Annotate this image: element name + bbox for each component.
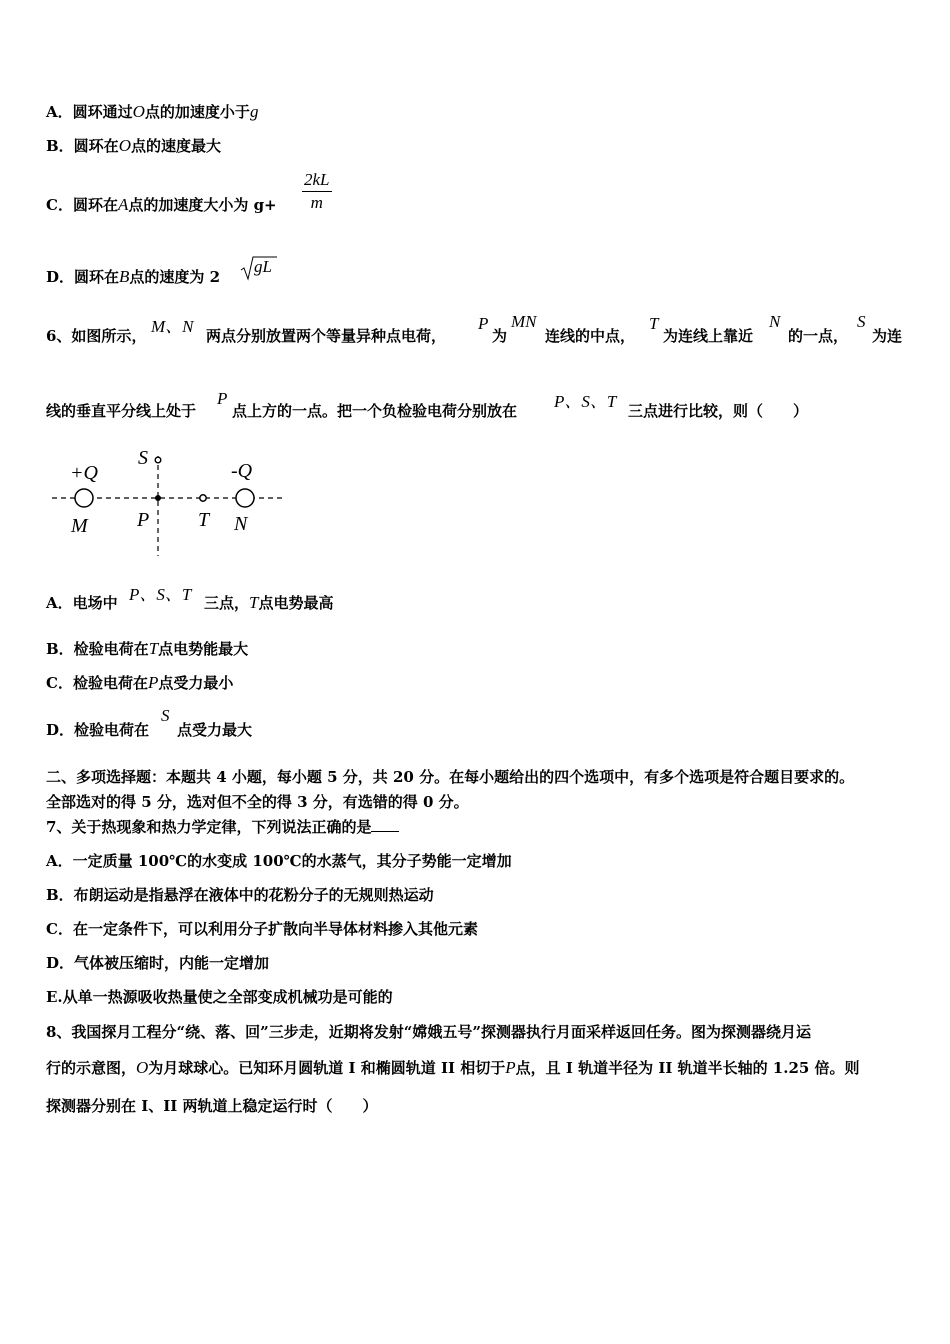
q6-option-d-label: D．检验电荷在 [46, 721, 150, 739]
q6-var-p: P [478, 314, 489, 333]
q6-stem-seg7: 为连 [872, 327, 903, 345]
q6-var-n: N [769, 312, 781, 331]
label-plus-q: +Q [70, 462, 98, 484]
label-minus-q: -Q [231, 460, 253, 482]
q5-option-a: A．圆环通过O点的加速度小于g [46, 102, 259, 121]
sqrt-radicand: gL [254, 257, 272, 276]
point-p-dot [155, 495, 161, 501]
label-t: T [198, 509, 210, 531]
q6-option-b: B．检验电荷在T点电势能最大 [46, 639, 249, 658]
charge-n-circle [236, 489, 254, 507]
q6-option-d-text: 点受力最大 [177, 721, 253, 739]
q6-stem-seg6: 的一点， [788, 327, 849, 345]
q8-stem-line2: 行的示意图，O为月球球心。已知环月圆轨道 I 和椭圆轨道 II 相切于P点，且 I 轨道半径为 II 轨道半长轴的 1.25 倍。则 [46, 1058, 860, 1077]
q7-option-e: E.从单一热源吸收热量使之全部变成机械功是可能的 [46, 988, 393, 1006]
section2-heading-line2: 全部选对的得 5 分，选对但不全的得 3 分，有选错的得 0 分。 [46, 793, 469, 811]
label-p: P [137, 509, 150, 531]
q6-stem-seg3: 为 [492, 327, 508, 345]
q8-stem-line3: 探测器分别在 I、II 两轨道上稳定运行时（ ） [46, 1097, 378, 1115]
q6-var-t: T [649, 314, 659, 333]
q6-stem-line2a: 线的垂直平分线上处于 [46, 402, 197, 420]
q6-stem-seg2: 两点分别放置两个等量异种点电荷， [206, 327, 447, 345]
q7-stem: 7、关于热现象和热力学定律，下列说法正确的是 [46, 817, 399, 837]
q8-stem-line1: 8、我国探月工程分“绕、落、回”三步走，近期将发射“嫦娥五号”探测器执行月面采样返回任务。图为探测器绕月运 [46, 1023, 811, 1041]
point-t-dot [200, 495, 206, 501]
charge-diagram [48, 440, 288, 560]
label-n: N [234, 513, 248, 535]
q6-option-a-pst: P、S、T [129, 585, 192, 604]
q6-var-pst: P、S、T [554, 392, 617, 411]
q6-stem-line2c: 三点进行比较，则（ ） [628, 402, 809, 420]
q5-option-d: D．圆环在B点的速度为 2 [46, 267, 221, 286]
label-s: S [138, 447, 148, 469]
q6-stem-seg5: 为连线上靠近 [663, 327, 754, 345]
q7-option-c: C．在一定条件下，可以利用分子扩散向半导体材料掺入其他元素 [46, 920, 478, 938]
q6-var-p2: P [217, 389, 228, 408]
q6-option-d-s: S [161, 706, 170, 725]
answer-blank [371, 817, 399, 832]
charge-m-circle [75, 489, 93, 507]
q6-option-a-label: A．电场中 [46, 594, 118, 612]
q6-stem-seg4: 连线的中点， [545, 327, 636, 345]
q6-stem-line1: 6、如图所示， [46, 327, 147, 345]
q6-var-s: S [857, 312, 866, 331]
q7-option-d: D．气体被压缩时，内能一定增加 [46, 954, 270, 972]
fraction-2kl-over-m: 2kL m [304, 170, 330, 212]
q6-stem-line2b: 点上方的一点。把一个负检验电荷分别放在 [232, 402, 518, 420]
q5-option-c: C．圆环在A点的加速度大小为 g+ [46, 195, 277, 214]
q6-var-mn2: MN [511, 312, 537, 331]
section2-heading-line1: 二、多项选择题：本题共 4 小题，每小题 5 分，共 20 分。在每小题给出的四个选项中，有多个选项是符合题目要求的。 [46, 768, 855, 786]
q7-option-b: B．布朗运动是指悬浮在液体中的花粉分子的无规则热运动 [46, 886, 434, 904]
point-s-dot [155, 457, 161, 463]
q6-option-a-text: 三点，T点电势最高 [204, 593, 334, 612]
q6-option-c: C．检验电荷在P点受力最小 [46, 673, 234, 692]
q7-option-a: A．一定质量 100℃的水变成 100℃的水蒸气，其分子势能一定增加 [46, 852, 512, 870]
q5-option-b: B．圆环在O点的速度最大 [46, 136, 221, 155]
q6-var-mn: M、N [151, 317, 194, 336]
label-m: M [71, 515, 88, 537]
